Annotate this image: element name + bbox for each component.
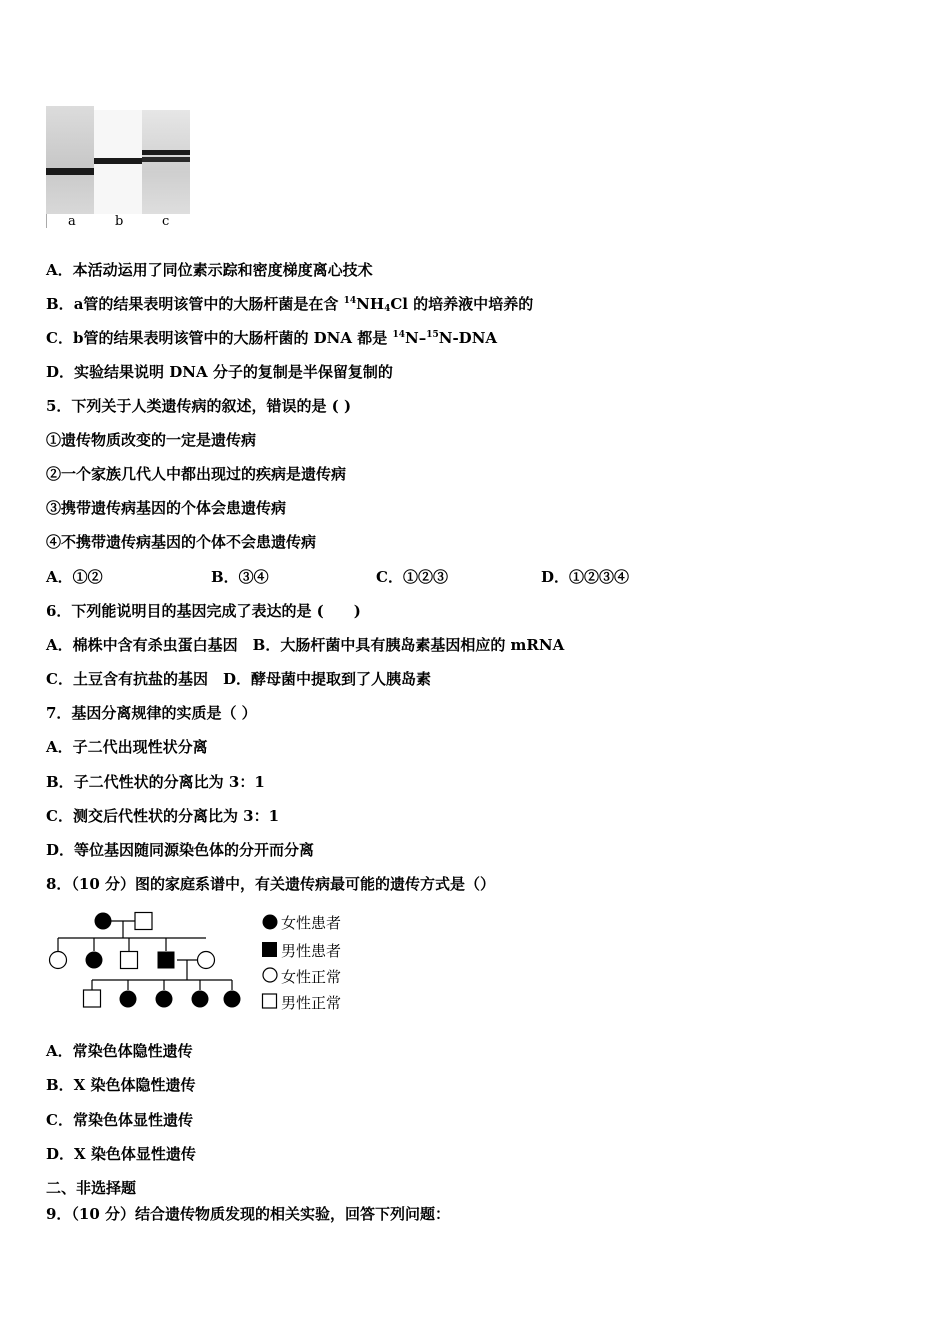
band-a [46,168,94,175]
lane-label-c: c [162,214,170,228]
q5-option-b: B．③④ [211,568,269,586]
q7-option-c: C．测交后代性状的分离比为 3：1 [46,807,280,825]
pedigree-iii-female-affected [120,991,137,1008]
q5-option-c: C．①②③ [376,568,448,586]
lane-label-a: a [68,214,76,228]
q7-option-b: B．子二代性状的分离比为 3：1 [46,773,265,791]
q9-stem: 9．（10 分）结合遗传物质发现的相关实验，回答下列问题： [46,1205,451,1223]
pedigree-ii-male-normal [121,952,138,969]
legend-male-normal: 男性正常 [281,994,342,1012]
legend-male-affected: 男性患者 [281,942,342,960]
legend-female-normal: 女性正常 [281,968,342,986]
q8-option-d: D．X 染色体显性遗传 [46,1145,196,1163]
q5-item-1: ①遗传物质改变的一定是遗传病 [46,431,257,449]
q5-stem: 5．下列关于人类遗传病的叙述，错误的是 ( ) [46,397,352,415]
pedigree-chart [46,905,356,1017]
pedigree-i-female-affected [95,913,112,930]
band-c-lower [142,157,190,162]
q5-item-4: ④不携带遗传病基因的个体不会患遗传病 [46,533,317,551]
q5-option-d: D．①②③④ [541,568,630,586]
pedigree-ii-spouse-female-normal [198,952,215,969]
q5-item-2: ②一个家族几代人中都出现过的疾病是遗传病 [46,465,347,483]
q5-options [46,567,629,587]
pedigree-iii-female-affected [192,991,209,1008]
q8-option-b: B．X 染色体隐性遗传 [46,1076,196,1094]
q5-option-a: A．①② [46,568,103,586]
q7-option-d: D．等位基因随同源染色体的分开而分离 [46,841,315,859]
pedigree-iii-male-normal [84,990,101,1007]
tube-a [46,106,94,214]
q4-option-d: D．实验结果说明 DNA 分子的复制是半保留复制的 [46,363,393,381]
q6-options-row-1: A．棉株中含有杀虫蛋白基因 B．大肠杆菌中具有胰岛素基因相应的 mRNA [46,636,565,654]
q8-option-c: C．常染色体显性遗传 [46,1111,193,1129]
q8-option-a: A．常染色体隐性遗传 [46,1042,193,1060]
band-b [94,158,142,164]
pedigree-ii-female-affected [86,952,103,969]
legend-female-normal-icon [263,968,277,982]
section-heading-non-choice: 二、非选择题 [46,1179,137,1197]
centrifuge-tube-figure [46,100,202,228]
q5-item-3: ③携带遗传病基因的个体会患遗传病 [46,499,287,517]
q4-option-c: C．b管的结果表明该管中的大肠杆菌的 DNA 都是 $^{14}$N–$^{15}$N-DNA [46,329,498,347]
pedigree-ii-female-normal [50,952,67,969]
band-c-upper [142,150,190,155]
pedigree-iii-female-affected [224,991,241,1008]
q4-option-b: B．a管的结果表明该管中的大肠杆菌是在含 $^{14}NH_4Cl$ 的培养液中培养的 [46,295,534,314]
legend-male-normal-icon [263,994,277,1008]
pedigree-ii-male-affected [158,952,175,969]
pedigree-iii-female-affected [156,991,173,1008]
legend-female-affected: 女性患者 [281,914,342,932]
q7-stem: 7．基因分离规律的实质是（ ） [46,704,257,722]
q4-option-a: A．本活动运用了同位素示踪和密度梯度离心技术 [46,261,373,279]
legend-male-affected-icon [262,942,277,957]
q8-stem: 8．（10 分）图的家庭系谱中，有关遗传病最可能的遗传方式是（） [46,875,496,893]
pedigree-i-male-normal [135,913,152,930]
q7-option-a: A．子二代出现性状分离 [46,738,208,756]
q6-options-row-2: C．土豆含有抗盐的基因 D．酵母菌中提取到了人胰岛素 [46,670,431,688]
legend-female-affected-icon [263,915,278,930]
q6-stem: 6．下列能说明目的基因完成了表达的是 ( ) [46,602,361,620]
lane-label-b: b [115,214,124,228]
